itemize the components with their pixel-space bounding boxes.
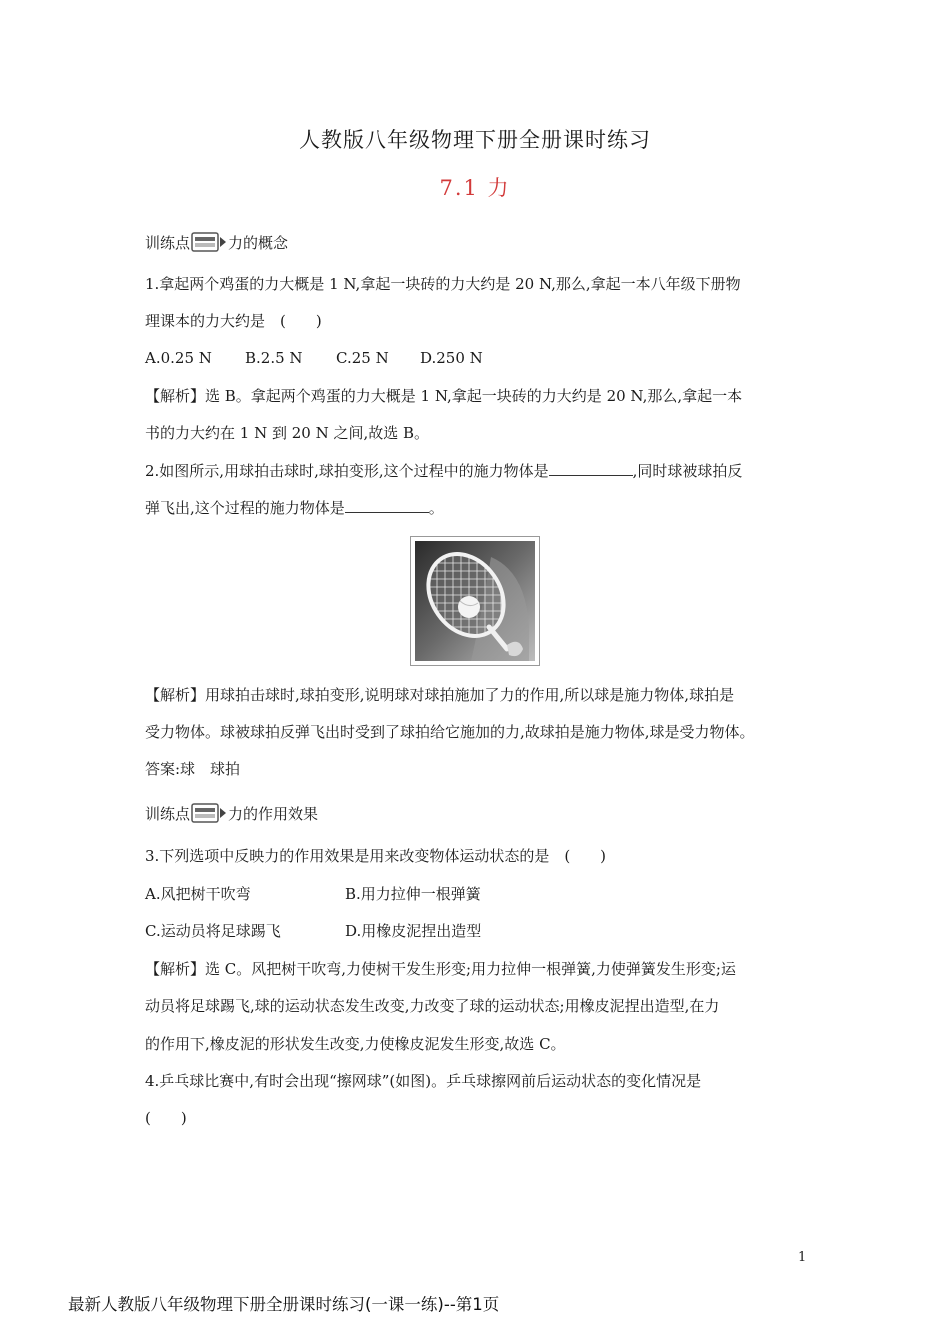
- option-b: B.用力拉伸一根弹簧: [345, 885, 481, 903]
- training-point-2: 训练点 力的作用效果: [145, 805, 319, 823]
- question-1-text-cont: 理课本的力大约是 ( ): [145, 312, 322, 330]
- option-d: D.用橡皮泥捏出造型: [345, 922, 482, 940]
- option-a: A.风把树干吹弯: [145, 885, 251, 903]
- page-footer: 最新人教版八年级物理下册全册课时练习(一课一练)--第1页: [68, 1295, 500, 1314]
- answer-blank-2: [345, 498, 429, 513]
- question-2-analysis: 【解析】用球拍击球时,球拍变形,说明球对球拍施加了力的作用,所以球是施力物体,球拍是: [145, 686, 735, 704]
- training-point-1: 训练点 力的概念: [145, 234, 289, 252]
- question-4-text: 4.乒乓球比赛中,有时会出现“擦网球”(如图)。乒乓球擦网前后运动状态的变化情况是: [145, 1072, 702, 1090]
- question-3-analysis: 【解析】选 C。风把树干吹弯,力使树干发生形变;用力拉伸一根弹簧,力使弹簧发生形变;运: [145, 960, 736, 978]
- training-point-marker-icon: [191, 232, 227, 252]
- question-1-analysis-cont: 书的力大约在 1 N 到 20 N 之间,故选 B。: [145, 424, 430, 442]
- answer-blank-1: [549, 461, 633, 476]
- question-4-text-cont: ( ): [145, 1109, 187, 1127]
- section-title: 7.1 力: [439, 176, 511, 200]
- question-2-text-cont: 弹飞出,这个过程的施力物体是 。: [145, 499, 444, 517]
- question-3-options-cd: [145, 920, 481, 942]
- question-2-answer: 答案:球 球拍: [145, 760, 241, 778]
- training-point-marker-icon: [191, 803, 227, 823]
- question-3-options-ab: [145, 883, 481, 905]
- question-3-analysis-cont-2: 的作用下,橡皮泥的形状发生改变,力使橡皮泥发生形变,故选 C。: [145, 1035, 566, 1053]
- question-2-analysis-cont: 受力物体。球被球拍反弹飞出时受到了球拍给它施加的力,故球拍是施力物体,球是受力物体。: [145, 723, 755, 741]
- option-b: B.2.5 N: [245, 349, 303, 367]
- tennis-racket-ball-image: [411, 537, 539, 665]
- option-c: C.运动员将足球踢飞: [145, 922, 281, 940]
- option-d: D.250 N: [420, 349, 483, 367]
- question-1-analysis: 【解析】选 B。拿起两个鸡蛋的力大概是 1 N,拿起一块砖的力大约是 20 N,那么,拿起一本: [145, 387, 743, 405]
- document-title: 人教版八年级物理下册全册课时练习: [299, 128, 651, 152]
- question-3-text: 3.下列选项中反映力的作用效果是用来改变物体运动状态的是 ( ): [145, 847, 607, 865]
- question-1-text: 1.拿起两个鸡蛋的力大概是 1 N,拿起一块砖的力大约是 20 N,那么,拿起一本八年级下册物: [145, 275, 741, 293]
- page-number: 1: [798, 1250, 807, 1265]
- question-3-analysis-cont: 动员将足球踢飞,球的运动状态发生改变,力改变了球的运动状态;用橡皮泥捏出造型,在力: [145, 997, 720, 1015]
- option-a: A.0.25 N: [145, 349, 212, 367]
- tennis-racket-figure: [410, 536, 540, 666]
- question-2-text: 2.如图所示,用球拍击球时,球拍变形,这个过程中的施力物体是 ,同时球被球拍反: [145, 462, 743, 480]
- option-c: C.25 N: [336, 349, 389, 367]
- question-1-options: [145, 347, 483, 369]
